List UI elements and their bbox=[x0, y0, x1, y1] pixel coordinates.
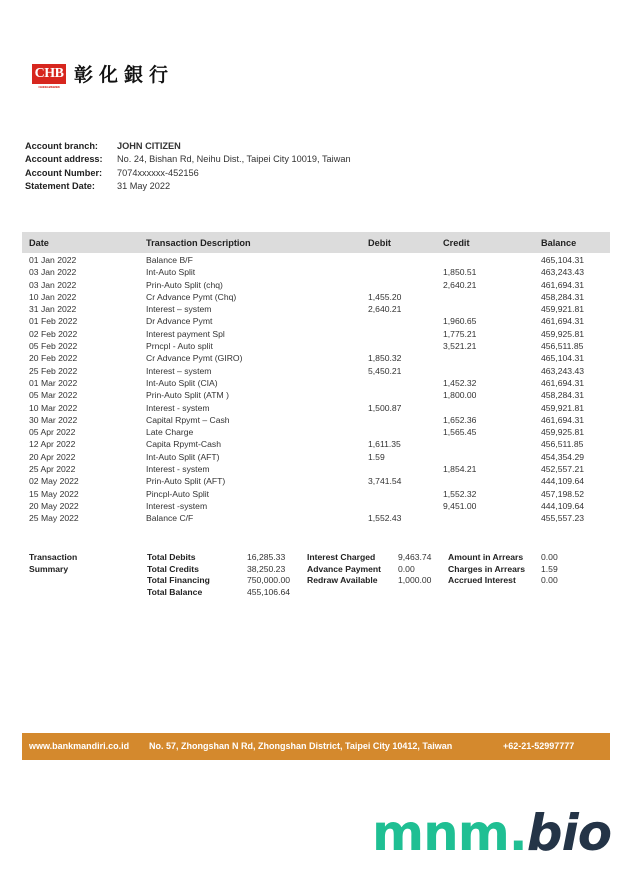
cell-description: Balance B/F bbox=[146, 255, 193, 265]
cell-description: Late Charge bbox=[146, 427, 194, 438]
cell-date: 20 May 2022 bbox=[29, 500, 79, 511]
cell-date: 02 Feb 2022 bbox=[29, 328, 78, 339]
cell-date: 10 Mar 2022 bbox=[29, 402, 78, 413]
table-row bbox=[0, 255, 632, 267]
table-row bbox=[0, 316, 632, 328]
cell-description: Balance C/F bbox=[146, 513, 194, 524]
cell-debit: 1.59 bbox=[368, 451, 385, 462]
summary-value: 9,463.74 bbox=[398, 552, 432, 562]
cell-debit: 1,611.35 bbox=[368, 439, 401, 450]
summary-label: Amount in Arrears bbox=[448, 552, 524, 562]
watermark-part1: mnm. bbox=[372, 804, 527, 862]
summary-label: Accrued Interest bbox=[448, 575, 516, 586]
table-row bbox=[0, 292, 632, 304]
cell-credit: 1,775.21 bbox=[443, 328, 477, 339]
summary-label: Total Financing bbox=[147, 575, 210, 586]
cell-balance: 456,511.85 bbox=[541, 341, 584, 352]
cell-description: Cr Advance Pymt (GIRO) bbox=[146, 353, 243, 364]
cell-balance: 461,694.31 bbox=[541, 377, 585, 388]
cell-balance: 465,104.31 bbox=[541, 353, 585, 364]
summary-value: 0.00 bbox=[541, 552, 558, 562]
cell-description: Pincpl-Auto Split bbox=[146, 488, 210, 499]
cell-date: 20 Feb 2022 bbox=[29, 353, 78, 364]
cell-balance: 452,557.21 bbox=[541, 464, 585, 475]
cell-description: Dr Advance Pymt bbox=[146, 316, 213, 327]
summary-value: 0.00 bbox=[541, 575, 558, 586]
cell-description: Int-Auto Split bbox=[146, 267, 196, 278]
cell-date: 03 Jan 2022 bbox=[29, 279, 77, 290]
cell-date: 25 Feb 2022 bbox=[29, 365, 78, 376]
cell-balance: 459,925.81 bbox=[541, 427, 585, 438]
table-row bbox=[0, 390, 632, 402]
cell-debit: 1,500.87 bbox=[368, 402, 402, 413]
cell-balance: 444,109.64 bbox=[541, 476, 585, 487]
summary-label: Total Credits bbox=[147, 563, 199, 574]
account-branch-label: Account branch: bbox=[25, 141, 98, 151]
statement-date-value: 31 May 2022 bbox=[117, 180, 171, 191]
cell-description: Capital Rpymt – Cash bbox=[146, 414, 230, 425]
cell-balance: 463,243.43 bbox=[541, 365, 585, 376]
cell-debit: 1,455.20 bbox=[368, 291, 402, 302]
cell-date: 20 Apr 2022 bbox=[29, 451, 76, 462]
summary-value: 1,000.00 bbox=[398, 575, 432, 586]
bank-name-chinese: 彰化銀行 bbox=[74, 64, 175, 86]
summary-label: Total Debits bbox=[147, 552, 196, 562]
cell-date: 12 Apr 2022 bbox=[29, 439, 76, 450]
cell-debit: 5,450.21 bbox=[368, 365, 402, 376]
summary-value: 455,106.64 bbox=[247, 586, 291, 597]
table-row bbox=[0, 267, 632, 279]
table-row bbox=[0, 280, 632, 292]
cell-balance: 458,284.31 bbox=[541, 291, 585, 302]
watermark-logo bbox=[372, 803, 611, 863]
table-row bbox=[0, 403, 632, 415]
cell-balance: 461,694.31 bbox=[541, 316, 585, 327]
cell-date: 10 Jan 2022 bbox=[29, 291, 77, 302]
cell-credit: 1,800.00 bbox=[443, 390, 477, 401]
statement-date-label: Statement Date: bbox=[25, 180, 95, 191]
cell-debit: 2,640.21 bbox=[368, 304, 402, 315]
cell-credit: 1,960.65 bbox=[443, 316, 477, 327]
cell-debit: 1,850.32 bbox=[368, 353, 402, 364]
cell-credit: 1,854.21 bbox=[443, 464, 477, 475]
cell-balance: 459,925.81 bbox=[541, 328, 585, 339]
cell-description: Prin-Auto Split (AFT) bbox=[146, 476, 226, 487]
cell-balance: 459,921.81 bbox=[541, 304, 585, 315]
account-address-value: No. 24, Bishan Rd, Neihu Dist., Taipei City 10019, Taiwan bbox=[117, 154, 351, 165]
cell-description: Interest – system bbox=[146, 365, 212, 376]
cell-description: Capita Rpymt-Cash bbox=[146, 439, 221, 450]
summary-title-line1: Transaction bbox=[29, 552, 78, 562]
summary-label: Total Balance bbox=[147, 586, 203, 597]
header-debit: Debit bbox=[368, 238, 391, 248]
transactions-table-body bbox=[0, 255, 632, 526]
summary-label: Interest Charged bbox=[307, 552, 376, 562]
summary-value: 16,285.33 bbox=[247, 552, 286, 562]
transactions-table-header bbox=[22, 232, 610, 253]
table-row bbox=[0, 489, 632, 501]
table-row bbox=[0, 366, 632, 378]
summary-label: Advance Payment bbox=[307, 563, 382, 574]
account-number-value: 7074xxxxxx-452156 bbox=[117, 167, 199, 178]
cell-description: Int-Auto Split (CIA) bbox=[146, 377, 218, 388]
cell-description: Prncpl - Auto split bbox=[146, 341, 213, 352]
table-row bbox=[0, 476, 632, 488]
cell-description: Prin-Auto Split (chq) bbox=[146, 279, 223, 290]
cell-credit: 3,521.21 bbox=[443, 341, 477, 352]
cell-balance: 463,243.43 bbox=[541, 267, 585, 278]
footer-address: No. 57, Zhongshan N Rd, Zhongshan District, Taipei City 10412, Taiwan bbox=[149, 741, 453, 751]
logo-subtext: CHANG HWA BANK bbox=[38, 84, 60, 89]
watermark-part2: bio bbox=[526, 804, 612, 862]
summary-value: 750,000.00 bbox=[247, 575, 291, 586]
cell-date: 05 Mar 2022 bbox=[29, 390, 78, 401]
summary-label: Charges in Arrears bbox=[448, 563, 526, 574]
cell-description: Interest - system bbox=[146, 402, 210, 413]
cell-balance: 461,694.31 bbox=[541, 279, 585, 290]
cell-description: Cr Advance Pymt (Chq) bbox=[146, 291, 237, 302]
cell-balance: 456,511.85 bbox=[541, 439, 584, 450]
cell-credit: 2,640.21 bbox=[443, 279, 477, 290]
table-row bbox=[0, 464, 632, 476]
cell-date: 01 Feb 2022 bbox=[29, 316, 78, 327]
cell-credit: 1,850.51 bbox=[443, 267, 477, 278]
cell-date: 15 May 2022 bbox=[29, 488, 79, 499]
footer-bar bbox=[22, 733, 610, 760]
cell-description: Interest – system bbox=[146, 304, 212, 315]
cell-description: Interest -system bbox=[146, 500, 208, 511]
cell-balance: 458,284.31 bbox=[541, 390, 585, 401]
cell-date: 05 Apr 2022 bbox=[29, 427, 76, 438]
cell-date: 25 May 2022 bbox=[29, 513, 79, 524]
header-credit: Credit bbox=[443, 238, 470, 248]
header-description: Transaction Description bbox=[146, 238, 251, 248]
cell-balance: 461,694.31 bbox=[541, 414, 585, 425]
account-branch-value: JOHN CITIZEN bbox=[117, 141, 181, 151]
summary-value: 38,250.23 bbox=[247, 563, 286, 574]
header-date: Date bbox=[29, 238, 49, 248]
cell-credit: 9,451.00 bbox=[443, 500, 477, 511]
cell-credit: 1,452.32 bbox=[443, 377, 477, 388]
bank-logo bbox=[32, 60, 174, 87]
cell-date: 02 May 2022 bbox=[29, 476, 79, 487]
transaction-summary bbox=[0, 552, 632, 598]
summary-value: 1.59 bbox=[541, 563, 558, 574]
chb-logo-mark bbox=[32, 64, 66, 89]
table-row bbox=[0, 452, 632, 464]
cell-date: 01 Mar 2022 bbox=[29, 377, 78, 388]
summary-title-line2: Summary bbox=[29, 563, 69, 574]
account-details bbox=[25, 140, 351, 193]
cell-credit: 1,565.45 bbox=[443, 427, 477, 438]
cell-credit: 1,652.36 bbox=[443, 414, 477, 425]
cell-date: 25 Apr 2022 bbox=[29, 464, 76, 475]
summary-value: 0.00 bbox=[398, 563, 415, 574]
logo-abbr: CHB bbox=[34, 65, 64, 81]
account-address-label: Account address: bbox=[25, 154, 103, 165]
table-row bbox=[0, 439, 632, 451]
cell-description: Interest payment Spl bbox=[146, 328, 225, 339]
table-row bbox=[0, 378, 632, 390]
cell-debit: 1,552.43 bbox=[368, 513, 402, 524]
table-row bbox=[0, 304, 632, 316]
cell-date: 31 Jan 2022 bbox=[29, 304, 77, 315]
cell-balance: 455,557.23 bbox=[541, 513, 585, 524]
table-row bbox=[0, 501, 632, 513]
cell-date: 03 Jan 2022 bbox=[29, 267, 77, 278]
cell-balance: 465,104.31 bbox=[541, 255, 585, 265]
cell-description: Prin-Auto Split (ATM ) bbox=[146, 390, 229, 401]
cell-balance: 457,198.52 bbox=[541, 488, 585, 499]
cell-date: 01 Jan 2022 bbox=[29, 255, 77, 265]
header-balance: Balance bbox=[541, 238, 577, 248]
cell-date: 30 Mar 2022 bbox=[29, 414, 78, 425]
table-row bbox=[0, 427, 632, 439]
table-row bbox=[0, 329, 632, 341]
footer-phone: +62-21-52997777 bbox=[503, 741, 575, 751]
cell-balance: 459,921.81 bbox=[541, 402, 585, 413]
table-row bbox=[0, 353, 632, 365]
table-row bbox=[0, 341, 632, 353]
cell-description: Interest - system bbox=[146, 464, 210, 475]
table-row bbox=[0, 513, 632, 525]
summary-label: Redraw Available bbox=[307, 575, 378, 586]
cell-debit: 3,741.54 bbox=[368, 476, 402, 487]
cell-balance: 444,109.64 bbox=[541, 500, 585, 511]
cell-description: Int-Auto Split (AFT) bbox=[146, 451, 220, 462]
cell-date: 05 Feb 2022 bbox=[29, 341, 78, 352]
account-number-label: Account Number: bbox=[25, 167, 103, 178]
cell-balance: 454,354.29 bbox=[541, 451, 585, 462]
table-row bbox=[0, 415, 632, 427]
cell-credit: 1,552.32 bbox=[443, 488, 477, 499]
footer-website-link[interactable]: www.bankmandiri.co.id bbox=[29, 741, 130, 751]
